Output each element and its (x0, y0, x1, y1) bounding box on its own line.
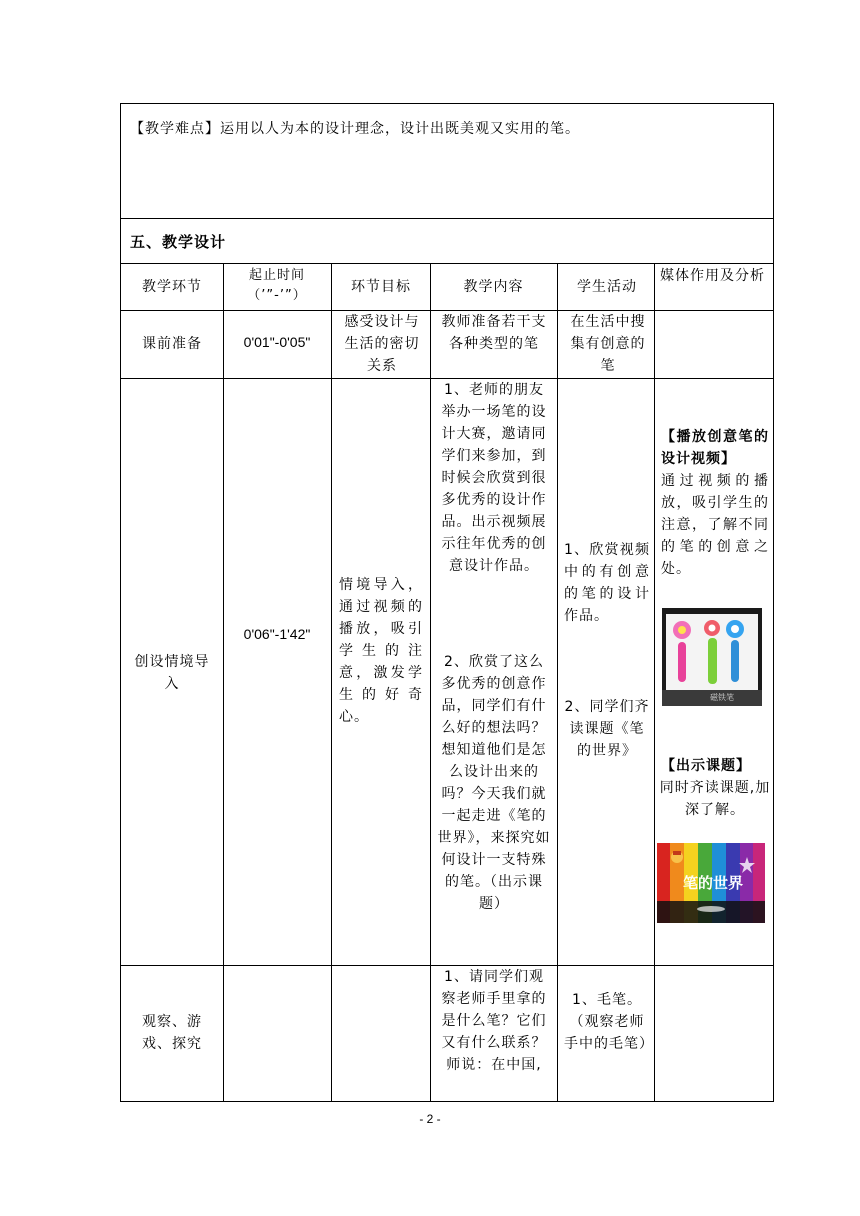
row2-media-text1: 通过视频的播放，吸引学生的注意，了解不同的笔的创意之处。 (661, 473, 769, 577)
row2-time: 0'06"-1'42" (243, 626, 311, 642)
creative-pen-video-thumbnail (662, 608, 762, 706)
header-stage: 教学环节 (142, 279, 202, 295)
row2-content-p2: 2、欣赏了这么多优秀的创意作品，同学们有什么好的想法吗？想知道他们是怎么设计出来的吗？今天我们就一起走进《笔的世界》，来探究如何设计一支特殊的笔。（出示课题） (437, 654, 551, 912)
section-title: 五、教学设计 (130, 233, 227, 251)
row2-media-text2: 同时齐读课题,加深了解。 (659, 780, 771, 818)
title-slide-thumbnail (657, 843, 765, 923)
title-slide-caption: 笔的世界 (682, 874, 743, 892)
header-time: 起止时间（’”-’”） (247, 268, 307, 303)
page-number: - 2 - (419, 1112, 441, 1126)
row-divider (120, 218, 774, 219)
row2-media-title1: 【播放创意笔的设计视频】 (661, 429, 769, 467)
row2-media-title2: 【出示课题】 (661, 758, 751, 774)
row2-content-p1: 1、老师的朋友举办一场笔的设计大赛，邀请同学们来参加，到时候会欣赏到很多优秀的设计作品。出示视频展示往年优秀的创意设计作品。 (441, 382, 547, 574)
row1-time: 0'01"-0'05" (243, 334, 311, 350)
header-content: 教学内容 (463, 279, 524, 295)
row1-stage: 课前准备 (142, 336, 202, 352)
row2-activity-p2: 2、同学们齐读课题《笔的世界》 (564, 699, 650, 759)
col-divider (223, 263, 224, 1102)
row2-activity-p1: 1、欣赏视频中的有创意的笔的设计作品。 (564, 542, 650, 624)
difficulty-label: 【教学难点】 (130, 121, 220, 137)
thumbnail-caption: 磁铁笔 (710, 693, 734, 702)
header-media: 媒体作用及分析 (660, 268, 765, 284)
col-divider (331, 263, 332, 1102)
col-divider (557, 263, 558, 1102)
row3-stage: 观察、游戏、探究 (142, 1014, 202, 1052)
row1-content: 教师准备若干支各种类型的笔 (441, 314, 547, 352)
row-divider (120, 263, 774, 264)
row2-goal: 情境导入，通过视频的播放，吸引学生的注意，激发学生的好奇心。 (339, 577, 423, 725)
col-divider (654, 263, 655, 1102)
col-divider (430, 263, 431, 1102)
row1-activity: 在生活中搜集有创意的笔 (570, 314, 646, 374)
row1-goal: 感受设计与生活的密切关系 (344, 314, 420, 374)
header-activity: 学生活动 (577, 279, 637, 295)
row2-stage: 创设情境导入 (134, 654, 210, 692)
teaching-difficulty (130, 118, 580, 140)
row3-content: 1、请同学们观察老师手里拿的是什么笔？它们又有什么联系？师说：在中国, (441, 969, 547, 1073)
difficulty-text: 运用以人为本的设计理念，设计出既美观又实用的笔。 (220, 121, 580, 137)
header-goal: 环节目标 (351, 279, 411, 295)
row3-activity: 1、毛笔。（观察老师手中的毛笔） (564, 992, 654, 1052)
